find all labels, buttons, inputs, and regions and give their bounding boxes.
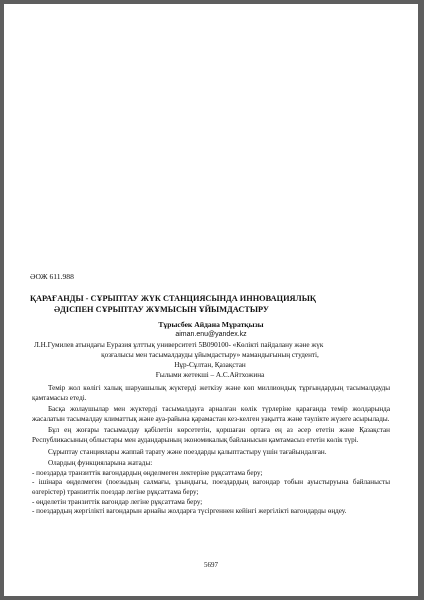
author-email: aiman.enu@yandex.kz [175,331,247,338]
body-text [32,384,390,517]
paragraph-1: Темір жол көлігі халық шаруашылық жүктерді жеткізу және көп миллиондық тұрғындардың тасымалдауды қамтамасыз етеді. [32,384,390,402]
udc-code: ӘОЖ 611.988 [30,272,74,281]
list-item: - поездарда транзиттік вагондардың өңделмеген лектеріне рұқсаттама беру; [32,468,263,477]
paragraph-4: Сұрыптау станциялары жаппай тарату және поездарды қалыптастыру үшін тағайындалған. [48,447,327,456]
scientific-supervisor: Ғылыми жетекші – А.С.Айтхожина [155,371,265,379]
author-affiliation [34,340,386,380]
paragraph-3: Бұл ең жоғары тасымалдау қабілетін көрсететін, қоршаған ортаға ең аз әсер ететін және Қазақстан Республикасының облыстары мен аудандарының экономикалық байланысын қамтамасыз ететін көлік түрі. [32,426,390,444]
affiliation-line-2: қозғалысы мен тасымалдауды ұйымдастыру» мамандығының студенті, [101,351,319,359]
list-item: - өңделетін транзиттік вагондар легіне рұқсаттама беру; [32,497,203,506]
author-name: Тұрысбек Айдана Мұратқызы [158,320,264,329]
paper-title-line-2: ӘДІСПЕН СҰРЫПТАУ ЖҰМЫСЫН ҰЙЫМДАСТЫРУ [54,305,269,314]
affiliation-line-1: Л.Н.Гумилев атындағы Еуразия ұлттық университеті 5В090100- «Көлікті пайдалану және жүк [34,341,324,349]
affiliation-location: Нұр-Сұлтан, Қазақстан [174,361,246,369]
list-item: - поездардың жергілікті вагондарын арнайы жолдарға түсіргеннен кейінгі жергілікті вагондарды өңдеу. [32,507,347,516]
function-list [32,469,390,517]
paper-title [30,293,390,315]
list-item: - ішінара өңделмеген (поезыдың салмағы, ұзындығы, поездардың вагондар тобын ауыстыруына байланысты өзгерістер) транзиттік поездар легіне рұқсаттама беру; [32,478,390,496]
page-number: 5697 [204,561,218,569]
paragraph-5: Олардың функцияларына жатады: [48,459,153,468]
paper-title-line-1: ҚАРАҒАНДЫ - СҰРЫПТАУ ЖҮК СТАНЦИЯСЫНДА ИННОВАЦИЯЛЫҚ [30,294,316,303]
paragraph-2: Басқа жолаушылар мен жүктерді тасымалдауға арналған көлік түрлеріне қарағанда темір жолдарында жасалатын тасымалдау климаттық және ауа-райына қарамастан кез-келген уақытта және тәулікте жүзеге асырылады. [32,405,390,423]
paper-page [4,4,418,596]
